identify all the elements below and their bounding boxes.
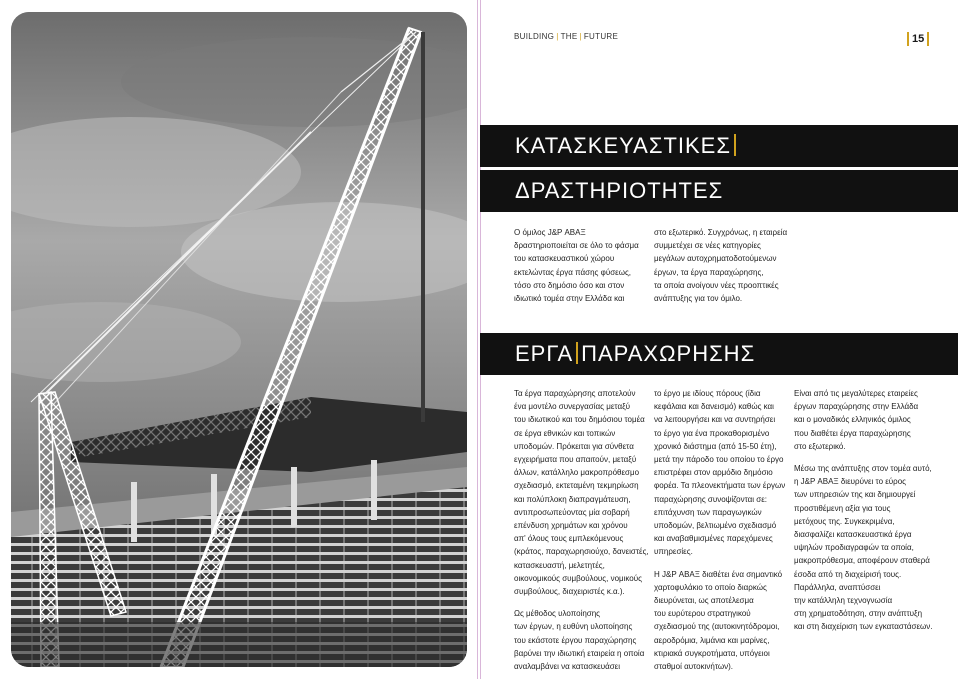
- text-line: φορέα. Τα πλεονεκτήματα των έργων: [654, 481, 786, 491]
- text-line: στο εξωτερικό.: [794, 441, 846, 451]
- section-title-line-2: ΔΡΑΣΤΗΡΙΟΤΗΤΕΣ: [515, 178, 724, 203]
- text-line: εγχειρήματα που απαιτούν, μεταξύ: [514, 455, 637, 465]
- text-line: αεροδρόμια, λιμάνια και μαρίνες,: [654, 635, 770, 645]
- section-title-band-2: [480, 170, 958, 212]
- text-line: κεφάλαια και δανεισμό) καθώς και: [654, 402, 774, 412]
- concessions-column-3: [794, 387, 954, 634]
- text-line: απ' όλους τους εμπλεκόμενους: [514, 534, 624, 544]
- section-title-band-3: [480, 333, 958, 375]
- section2-title-b: ΠΑΡΑΧΩΡΗΣΗΣ: [581, 341, 756, 366]
- text-line: άλλων, κατάλληλο μακροπρόθεσμο: [514, 468, 640, 478]
- text-line: του κατασκευαστικού χώρου: [514, 254, 615, 264]
- text-line: κτιριακά συγκροτήματα, υπόγειοι: [654, 648, 770, 658]
- text-line: να λειτουργήσει και να συντηρήσει: [654, 415, 776, 425]
- running-head: BUILDING | THE | FUTURE: [514, 32, 619, 41]
- section-title-band-1: [480, 125, 958, 167]
- paragraph: [654, 387, 804, 559]
- text-line: μετά την πάροδο του οποίου το έργο: [654, 455, 784, 465]
- text-line: και πολύπλοκη διαπραγμάτευση,: [514, 494, 631, 504]
- title-divider-mark: [576, 342, 578, 364]
- text-line: έσοδα από τη διαχείρισή τους.: [794, 569, 902, 579]
- text-line: Ο όμιλος J&P ΑΒΑΞ: [514, 228, 586, 237]
- running-head-word: THE: [560, 32, 578, 41]
- text-line: στο εξωτερικό. Συγχρόνως, η εταιρεία: [654, 228, 788, 237]
- concessions-column-2: [654, 387, 804, 673]
- text-line: ανάπτυξης για τον όμιλο.: [654, 294, 743, 304]
- text-line: (κράτος, παραχωρησιούχο, δανειστές,: [514, 547, 649, 557]
- text-line: του ιδιωτικού και του δημόσιου τομέα: [514, 415, 645, 425]
- text-line: υποδομών, βελτιωμένο σχεδιασμό: [654, 521, 777, 531]
- text-line: Μέσω της ανάπτυξης στον τομέα αυτό,: [794, 464, 932, 474]
- text-line: σχεδιασμού της (αυτοκινητόδρομοι,: [654, 622, 780, 632]
- text-line: επένδυση χρημάτων και χρόνου: [514, 521, 628, 531]
- text-line: τόσο στο δημόσιο όσο και στον: [514, 280, 625, 290]
- text-line: του εκάστοτε έργου παραχώρησης: [514, 635, 637, 645]
- text-line: αναλαμβάνει να κατασκευάσει: [514, 662, 620, 672]
- text-line: στη χρηματοδότηση, στην ανάπτυξη: [794, 609, 923, 619]
- text-line: Η J&P ΑΒΑΞ διαθέτει ένα σημαντικό: [654, 569, 783, 579]
- text-line: μετόχους της. Συγκεκριμένα,: [794, 516, 895, 526]
- photo-illustration: [11, 12, 467, 667]
- text-line: διευρύνεται, ως αποτέλεσμα: [654, 596, 754, 606]
- text-line: Είναι από τις μεγαλύτερες εταιρείες: [794, 389, 918, 398]
- text-line: μεγάλων αυτοχρηματοδοτούμενων: [654, 254, 777, 264]
- text-line: και στη διαχείριση των εγκαταστάσεων.: [794, 622, 933, 632]
- section2-title-a: ΕΡΓΑ: [515, 341, 574, 366]
- paragraph: [794, 462, 954, 634]
- text-line: την κατάλληλη τεχνογνωσία: [794, 596, 893, 606]
- text-line: έργων, τα έργα παραχώρησης,: [654, 267, 764, 277]
- text-line: του ευρύτερου στρατηγικού: [654, 609, 751, 619]
- text-line: έργων παραχώρησης στην Ελλάδα: [794, 402, 919, 412]
- text-line: σχεδιασμό, εκτεταμένη τεκμηρίωση: [514, 481, 639, 491]
- text-line: εκτελώντας έργα πάσης φύσεως,: [514, 267, 632, 277]
- text-line: σε έργα εθνικών και τοπικών: [514, 428, 616, 438]
- text-line: επιτάχυνση των παραγωγικών: [654, 507, 762, 517]
- text-line: διασφαλίζει κατασκευαστικά έργα: [794, 530, 912, 540]
- running-head-word: FUTURE: [583, 32, 619, 41]
- text-line: υποδομών. Πρόκειται για σύνθετα: [514, 441, 634, 451]
- paragraph: [654, 568, 804, 674]
- text-line: προστιθέμενη αξία για τους: [794, 503, 891, 513]
- text-line: συμμετέχει σε νέες κατηγορίες: [654, 241, 761, 251]
- text-line: των υπηρεσιών της και δημιουργεί: [794, 490, 916, 500]
- text-line: μακροπρόθεσμα, αποφέρουν σταθερά: [794, 556, 930, 566]
- text-line: βαρύνει την ιδιωτική εταιρεία η οποία: [514, 648, 645, 658]
- title-cursor-mark: [734, 134, 736, 156]
- paragraph: [514, 387, 654, 598]
- running-head-word: BUILDING: [514, 32, 555, 41]
- text-line: το έργο για ένα προκαθορισμένο: [654, 428, 770, 438]
- text-line: που διαθέτει έργα παραχώρησης: [794, 428, 911, 438]
- intro-column-2: [654, 226, 814, 305]
- text-line: συμβούλους, διαχειριστές κ.α.).: [514, 587, 625, 597]
- text-line: οικονομικούς συμβούλους, νομικούς: [514, 573, 642, 583]
- section-title-line-1: ΚΑΤΑΣΚΕΥΑΣΤΙΚΕΣ: [515, 133, 731, 158]
- text-line: παραχώρησης συνοψίζονται σε:: [654, 494, 767, 504]
- text-line: των έργων, η ευθύνη υλοποίησης: [514, 622, 633, 632]
- text-line: τα οποία ανοίγουν νέες προοπτικές: [654, 280, 779, 290]
- crane-stadium-photo: [11, 12, 467, 667]
- text-line: χαρτοφυλάκιο το οποίο διαρκώς: [654, 582, 767, 592]
- page-number: 15: [907, 32, 929, 46]
- text-line: σταθμοί αυτοκινήτων).: [654, 662, 734, 672]
- text-line: η J&P ΑΒΑΞ διευρύνει το εύρος: [794, 477, 907, 487]
- text-line: ιδιωτικό τομέα στην Ελλάδα και: [514, 294, 625, 304]
- text-line: κατασκευαστή, μελετητές,: [514, 560, 605, 570]
- concessions-column-1: [514, 387, 654, 673]
- text-line: Παράλληλα, αναπτύσσει: [794, 582, 881, 592]
- paragraph: [514, 607, 654, 673]
- text-line: χρονικό διάστημα (από 15-50 έτη),: [654, 441, 777, 451]
- text-line: και αναβαθμισμένες παρεχόμενες: [654, 534, 773, 544]
- text-line: υψηλών προδιαγραφών τα οποία,: [794, 543, 914, 553]
- text-line: Ως μέθοδος υλοποίησης: [514, 609, 601, 619]
- text-line: Τα έργα παραχώρησης αποτελούν: [514, 389, 636, 398]
- text-line: αντιπροσωπεύοντας μία σοβαρή: [514, 507, 630, 517]
- text-line: δραστηριοποιείται σε όλο το φάσμα: [514, 241, 639, 251]
- paragraph: [794, 387, 954, 453]
- text-line: επιστρέφει στον αρμόδιο δημόσιο: [654, 468, 773, 478]
- text-line: υπηρεσίες.: [654, 547, 693, 557]
- text-line: το έργο με ιδίους πόρους (ίδια: [654, 389, 761, 398]
- text-line: και ο μοναδικός ελληνικός όμιλος: [794, 415, 911, 425]
- text-line: ένα μοντέλο συνεργασίας μεταξύ: [514, 402, 631, 412]
- intro-column-1: [514, 226, 654, 305]
